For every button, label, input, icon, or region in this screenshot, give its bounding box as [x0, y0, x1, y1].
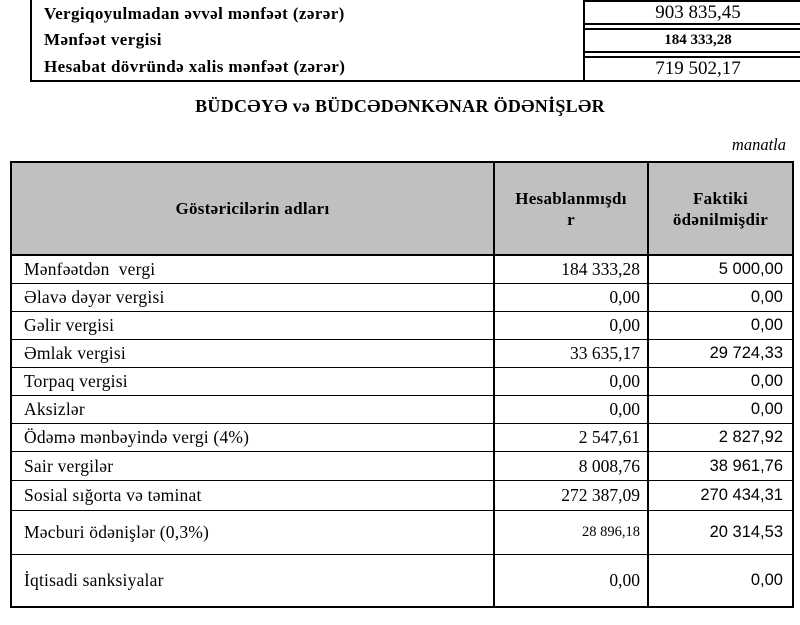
summary-row-label: Mənfəət vergisi — [44, 30, 162, 50]
summary-row-label: Vergiqoyulmadan əvvəl mənfəət (zərər) — [44, 4, 345, 24]
table-row — [12, 256, 792, 284]
table-row — [12, 312, 792, 340]
accrued-cell: 0,00 — [493, 312, 647, 339]
summary-row-value: 184 333,28 — [583, 28, 800, 53]
accrued-cell: 2 547,61 — [493, 424, 647, 451]
indicator-cell: Mənfəətdən vergi — [24, 259, 156, 279]
indicator-cell: Əlavə dəyər vergisi — [24, 287, 165, 307]
accrued-cell: 272 387,09 — [493, 481, 647, 510]
summary-row-value: 719 502,17 — [583, 56, 800, 82]
accrued-header-line2: r — [567, 209, 575, 229]
indicator-header-label: Göstəricilərin adları — [175, 199, 330, 218]
paid-cell: 5 000,00 — [647, 256, 792, 283]
summary-label-column — [30, 0, 585, 82]
table-row — [12, 340, 792, 368]
table-row — [12, 368, 792, 396]
accrued-cell: 0,00 — [493, 284, 647, 311]
table-row — [12, 555, 792, 606]
summary-value-column — [583, 0, 800, 82]
indicator-column-header — [12, 163, 493, 254]
accrued-cell: 28 896,18 — [493, 511, 647, 554]
accrued-column-header — [493, 163, 647, 254]
summary-table — [30, 0, 800, 84]
paid-cell: 0,00 — [647, 312, 792, 339]
table-row — [12, 424, 792, 452]
paid-cell: 20 314,53 — [647, 511, 792, 554]
indicator-cell: Torpaq vergisi — [24, 371, 128, 391]
page-title: BÜDCƏYƏ və BÜDCƏDƏNKƏNAR ÖDƏNİŞLƏR — [195, 96, 605, 116]
indicator-cell: Gəlir vergisi — [24, 315, 115, 335]
payments-table-body — [12, 256, 792, 606]
paid-cell: 0,00 — [647, 284, 792, 311]
paid-cell: 0,00 — [647, 555, 792, 606]
indicator-cell: Aksizlər — [24, 399, 85, 419]
indicator-cell: Ödəmə mənbəyində vergi (4%) — [24, 427, 250, 447]
payments-table-header — [12, 163, 792, 256]
payments-table — [10, 161, 794, 608]
indicator-cell: Sair vergilər — [24, 455, 114, 476]
paid-cell: 0,00 — [647, 368, 792, 395]
accrued-cell: 33 635,17 — [493, 340, 647, 367]
paid-header-line2: ödənilmişdir — [672, 209, 769, 229]
summary-row-value: 903 835,45 — [583, 0, 800, 25]
indicator-cell: Məcburi ödənişlər (0,3%) — [24, 522, 210, 542]
paid-header-line1: Faktiki — [692, 188, 748, 208]
paid-cell: 2 827,92 — [647, 424, 792, 451]
indicator-cell: Əmlak vergisi — [24, 343, 126, 363]
table-row — [12, 481, 792, 511]
paid-cell: 0,00 — [647, 396, 792, 423]
table-row — [12, 511, 792, 555]
accrued-cell: 184 333,28 — [493, 256, 647, 283]
paid-column-header — [647, 163, 792, 254]
indicator-cell: İqtisadi sanksiyalar — [24, 570, 164, 590]
accrued-cell: 0,00 — [493, 368, 647, 395]
accrued-cell: 0,00 — [493, 555, 647, 606]
accrued-cell: 8 008,76 — [493, 452, 647, 480]
indicator-cell: Sosial sığorta və təminat — [24, 485, 202, 505]
accrued-cell: 0,00 — [493, 396, 647, 423]
table-row — [12, 396, 792, 424]
paid-cell: 29 724,33 — [647, 340, 792, 367]
summary-row-label: Hesabat dövründə xalis mənfəət (zərər) — [44, 56, 346, 76]
accrued-header-line1: Hesablanmışdı — [515, 188, 627, 208]
unit-note: manatla — [731, 135, 786, 154]
paid-cell: 38 961,76 — [647, 452, 792, 480]
paid-cell: 270 434,31 — [647, 481, 792, 510]
table-row — [12, 284, 792, 312]
table-row — [12, 452, 792, 481]
